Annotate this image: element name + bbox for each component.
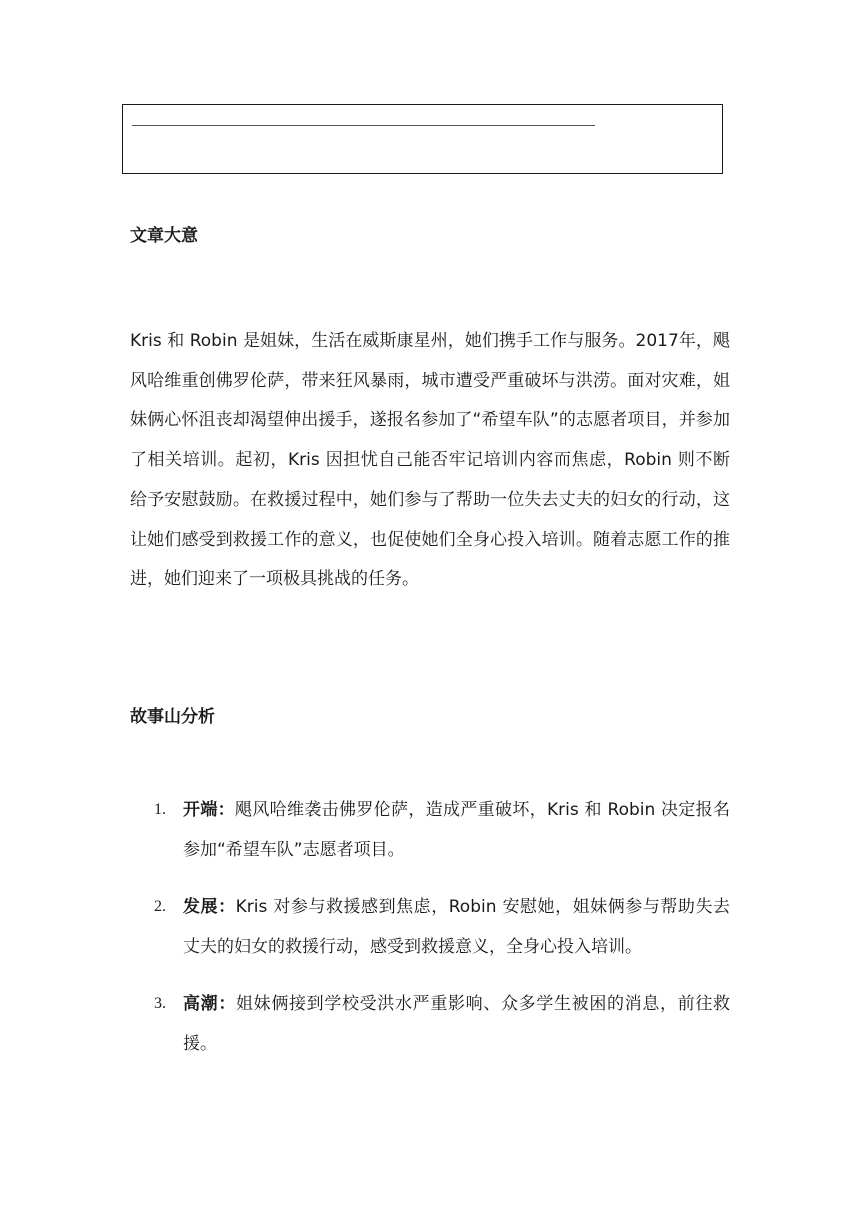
story-mountain-list bbox=[130, 790, 730, 1081]
story-item-label: 发展： bbox=[183, 897, 236, 917]
summary-heading: 文章大意 bbox=[130, 226, 198, 246]
list-number: 1. bbox=[154, 801, 166, 818]
story-item-climax bbox=[130, 984, 730, 1064]
story-item-label: 高潮： bbox=[183, 994, 236, 1014]
list-number: 2. bbox=[154, 898, 166, 915]
summary-paragraph: Kris 和 Robin 是姐妹，生活在威斯康星州，她们携手工作与服务。2017年，飓风哈维重创佛罗伦萨，带来狂风暴雨，城市遭受严重破坏与洪涝。面对灾难，姐妹俩心怀沮丧却渴望伸出援手，遂报名参加了“希望车队”的志愿者项目，并参加了相关培训。起初，Kris 因担忧自己能否牢记培训内容而焦虑，Robin 则不断给予安慰鼓励。在救援过程中，她们参与了帮助一位失去丈夫的妇女的行动，这让她们感受到救援工作的意义，也促使她们全身心投入培训。随着志愿工作的推进，她们迎来了一项极具挑战的任务。 bbox=[130, 331, 730, 590]
story-item-text: 飓风哈维袭击佛罗伦萨，造成严重破坏，Kris 和 Robin 决定报名参加“希望车队”志愿者项目。 bbox=[183, 800, 730, 860]
story-item-text: 姐妹俩接到学校受洪水严重影响、众多学生被困的消息，前往救援。 bbox=[183, 994, 730, 1054]
story-item-text: Kris 对参与救援感到焦虑，Robin 安慰她，姐妹俩参与帮助失去丈夫的妇女的救援行动，感受到救援意义，全身心投入培训。 bbox=[183, 897, 730, 957]
story-item-label: 开端： bbox=[183, 800, 235, 820]
list-number: 3. bbox=[154, 995, 166, 1012]
answer-box bbox=[122, 104, 723, 174]
story-mountain-heading: 故事山分析 bbox=[130, 707, 215, 727]
answer-line bbox=[132, 125, 595, 126]
story-item-opening bbox=[130, 790, 730, 870]
story-item-development bbox=[130, 887, 730, 967]
